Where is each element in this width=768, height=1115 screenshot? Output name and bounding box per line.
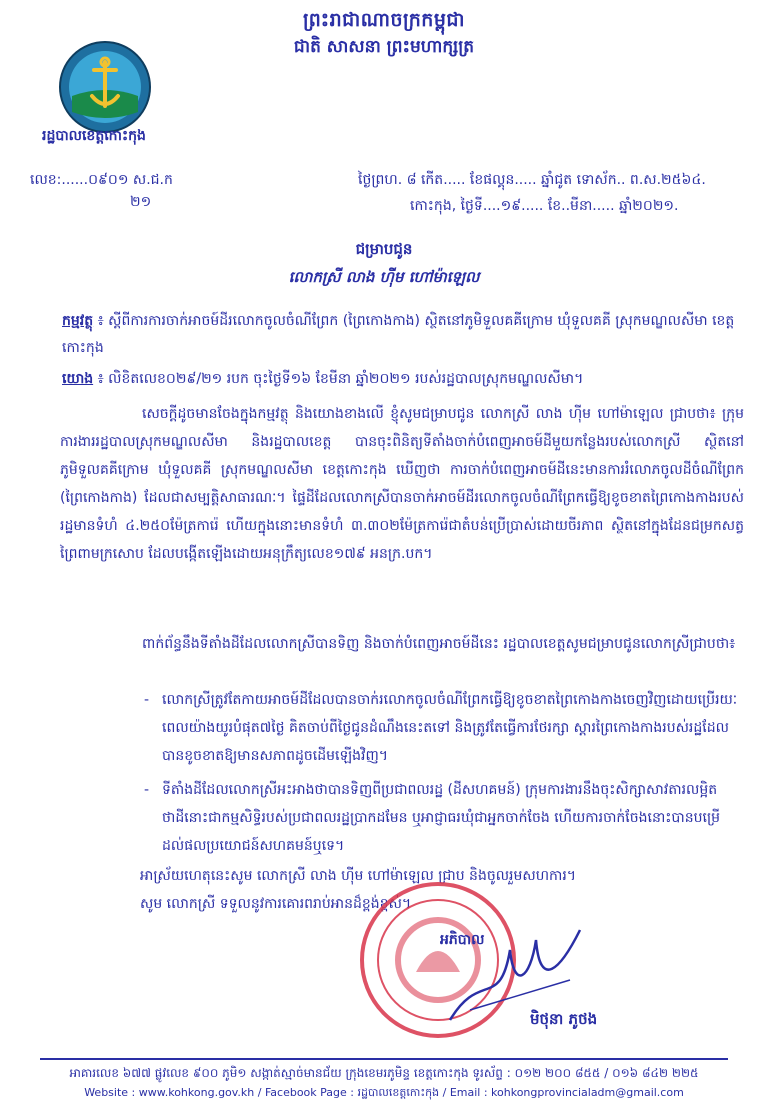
body-paragraph-2: ពាក់ព័ន្ធនឹងទីតាំងដីដែលលោកស្រីបានទិញ និងចាក់បំពេញអាចម៍ដីនេះ រដ្ឋបាលខេត្តសូមជម្រាបជូនលោកស្រីជ្រាបថា៖ [142, 636, 736, 652]
reference-line: យោង ៖ លិខិតលេខ០២៩/២១ របក ចុះថ្ងៃទី១៦ ខែមីនា ឆ្នាំ២០២១ របស់រដ្ឋបាលស្រុកមណ្ឌលសីមា។ [62, 371, 584, 387]
reference-text: លិខិតលេខ០២៩/២១ របក ចុះថ្ងៃទី១៦ ខែមីនា ឆ្នាំ២០២១ របស់រដ្ឋបាលស្រុកមណ្ឌលសីមា។ [108, 371, 584, 387]
list-item: - ទីតាំងដីដែលលោកស្រីអះអាងថាបានទិញពីប្រជាពលរដ្ឋ (ដីសហគមន៍) ក្រុមការងារនឹងចុះសិក្សាសាវតារលម្អិត ថាដីនោះជាកម្មសិទ្ធិរបស់ប្រជាពលរដ្ឋប្រាកដមែន ឬអាជ្ញាធរឃុំជាអ្នកចាក់ចែង ហើយការចាក់ចែងនោះបានបម្រើដល់ផលប្រយោជន៍សហគមន៍ឬទេ។ [140, 776, 740, 860]
document-number-year: ២១ [130, 194, 152, 210]
kingdom-heading: ព្រះរាជាណាចក្រកម្ពុជា [303, 9, 465, 31]
instruction-list [140, 686, 740, 866]
footer-contact: Website : www.kohkong.gov.kh / Facebook Page : រដ្ឋបាលខេត្តកោះកុង / Email : kohkongprovincialadm@gmail.com [84, 1086, 684, 1099]
document-number: លេខ:......០៩០១ ស.ជ.ក [30, 172, 173, 188]
signer-name: មិថុនា ភូថង [530, 1010, 598, 1028]
provincial-emblem-icon [58, 40, 152, 134]
closing-line-2: សូម លោកស្រី ទទួលនូវការគោរពរាប់អានដ៏ខ្ពង់ខ្ពស់។ [140, 896, 412, 912]
footer-address: អាគារលេខ ៦៧៧ ផ្លូវលេខ ៩០០ ភូមិ១ សង្កាត់ស្មាច់មានជ័យ ក្រុងខេមរភូមិន្ទ ខេត្តកោះកុង ទូរស័ព្ទ : ០១២ ២០០ ៨៥៥ / ០១៦ ៨៤២ ២២៥ [69, 1066, 699, 1080]
national-motto: ជាតិ សាសនា ព្រះមហាក្សត្រ [293, 37, 475, 57]
closing-line-1: អាស្រ័យហេតុនេះសូម លោកស្រី លាង ហ៊ីម ហៅម៉ាឡេល ជ្រាប និងចូលរួមសហការ។ [140, 868, 577, 884]
lunar-date: ថ្ងៃព្រហ. ៨ កើត..... ខែផល្គុន..... ឆ្នាំជូត ទោស័ក.. ព.ស.២៥៦៤. [358, 172, 706, 188]
issuing-authority: រដ្ឋបាលខេត្តកោះកុង [42, 128, 146, 144]
footer-divider [40, 1058, 728, 1060]
solar-date: កោះកុង, ថ្ងៃទី....១៩..... ខែ..មីនា..... ឆ្នាំ២០២១. [410, 198, 679, 214]
subject-text: ស្តីពីការការចាក់អាចម៍ដីរលោកចូលចំណីព្រែក (ព្រៃកោងកាង) ស្ថិតនៅភូមិទួលគគីក្រោម ឃុំទួលគគី ស្រុកមណ្ឌលសីមា ខេត្តកោះកុង [62, 313, 735, 356]
recipient-name: លោកស្រី លាង ហ៊ីម ហៅម៉ាឡេល [288, 268, 480, 286]
greeting: ជម្រាបជូន [355, 240, 413, 258]
subject-label: កម្មវត្ថុ [62, 313, 94, 329]
signer-title: អភិបាល [440, 932, 485, 948]
body-paragraph-1: សេចក្តីដូចមានចែងក្នុងកម្មវត្ថុ និងយោងខាងលើ ខ្ញុំសូមជម្រាបជូន លោកស្រី លាង ហ៊ីម ហៅម៉ាឡេល ជ្រាបថា៖ ក្រុមការងាររដ្ឋបាលស្រុកមណ្ឌលសីមា និងរដ្ឋបាលខេត្ត បានចុះពិនិត្យទីតាំងចាក់បំពេញអាចម៍ដីមួយកន្លែងរបស់លោកស្រី ស្ថិតនៅភូមិទួលគគីក្រោម ឃុំទួលគគី ស្រុកមណ្ឌលសីមា ខេត្តកោះកុង ឃើញថា ការចាក់បំពេញអាចម៍ដីនេះមានការរំលោភចូលដីចំណីព្រែក (ព្រៃកោងកាង) ដែលជាសម្បត្តិសាធារណៈ។ ផ្ទៃដីដែលលោកស្រីបានចាក់អាចម៍ដីរលោកចូលចំណីព្រែកធ្វើឱ្យខូចខាតព្រៃកោងកាងរបស់រដ្ឋមានទំហំ ៤.២៥០ម៉ែត្រការ៉េ ហើយក្នុងនោះមានទំហំ ៣.៣០២ម៉ែត្រការ៉េជាតំបន់ប្រើប្រាស់ដោយចីរភាព ស្ថិតនៅក្នុងដែនជម្រកសត្វព្រៃពាមក្រសោប ដែលបង្កើតឡើងដោយអនុក្រឹត្យលេខ១៧៩ អនក្រ.បក។ [60, 406, 744, 562]
subject-line: កម្មវត្ថុ ៖ ស្តីពីការការចាក់អាចម៍ដីរលោកចូលចំណីព្រែក (ព្រៃកោងកាង) ស្ថិតនៅភូមិទួលគគីក្រោម ឃុំទួលគគី ស្រុកមណ្ឌលសីមា ខេត្តកោះកុង [62, 313, 735, 356]
reference-label: យោង [62, 371, 94, 387]
list-item: - លោកស្រីត្រូវតែកាយអាចម៍ដីដែលបានចាក់រលោកចូលចំណីព្រែកធ្វើឱ្យខូចខាតព្រៃកោងកាងចេញវិញដោយប្រើរយៈពេលយ៉ាងយូរបំផុត៧ថ្ងៃ គិតចាប់ពីថ្ងៃជូនដំណឹងនេះតទៅ និងត្រូវតែធ្វើការថែរក្សា ស្តារព្រៃកោងកាងរបស់រដ្ឋដែលបានខូចខាតឱ្យមានសភាពដូចដើមឡើងវិញ។ [140, 686, 740, 770]
